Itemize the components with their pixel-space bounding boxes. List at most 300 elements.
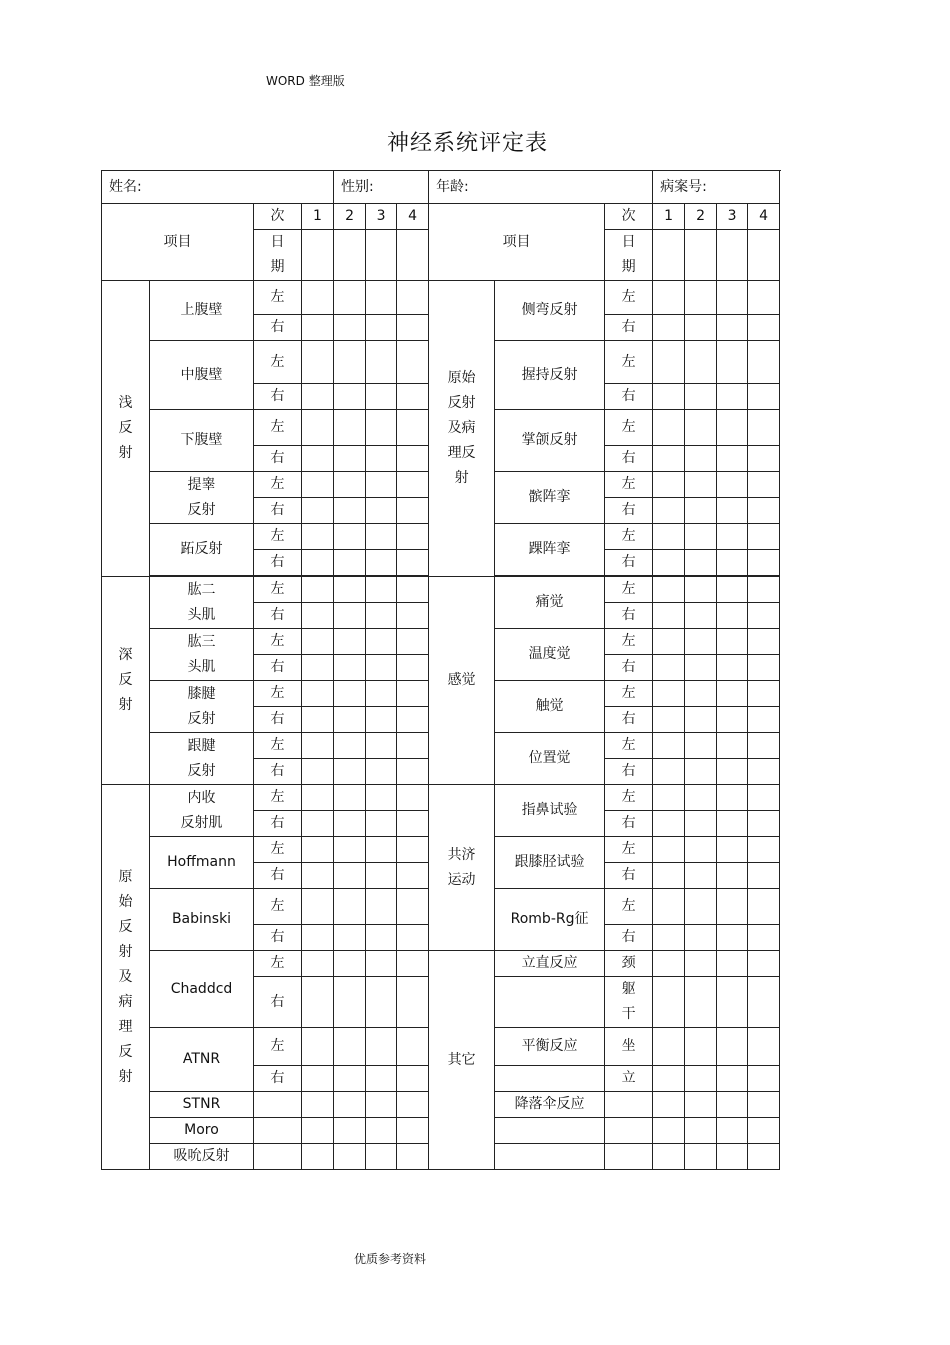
score-cell[interactable] (748, 446, 780, 472)
score-cell[interactable] (334, 1066, 366, 1092)
score-cell[interactable] (685, 733, 717, 759)
side-right: 右 (254, 384, 302, 410)
score-cell[interactable] (685, 472, 717, 498)
score-cell[interactable] (302, 733, 334, 759)
score-cell[interactable] (302, 837, 334, 863)
score-cell[interactable] (334, 410, 366, 446)
score-cell[interactable] (685, 785, 717, 811)
score-cell[interactable] (366, 655, 397, 681)
date-cell[interactable] (685, 230, 717, 281)
score-cell[interactable] (653, 384, 685, 410)
score-cell[interactable] (302, 925, 334, 951)
score-cell[interactable] (748, 1066, 780, 1092)
score-cell[interactable] (334, 759, 366, 785)
score-cell[interactable] (366, 472, 397, 498)
score-cell[interactable] (397, 951, 429, 977)
score-cell[interactable] (397, 655, 429, 681)
side-right: 右 (254, 550, 302, 576)
score-cell[interactable] (302, 384, 334, 410)
score-cell[interactable] (334, 951, 366, 977)
col-3-header-right: 3 (717, 204, 748, 230)
score-cell[interactable] (334, 629, 366, 655)
score-cell[interactable] (302, 759, 334, 785)
score-cell[interactable] (397, 811, 429, 837)
score-cell[interactable] (334, 733, 366, 759)
score-cell[interactable] (685, 1144, 717, 1170)
side-right: 右 (605, 498, 653, 524)
item-temperature-sense: 温度觉 (495, 629, 605, 681)
score-cell[interactable] (685, 410, 717, 446)
score-cell[interactable] (717, 681, 748, 707)
score-cell[interactable] (717, 384, 748, 410)
score-cell[interactable] (748, 681, 780, 707)
score-cell[interactable] (653, 681, 685, 707)
score-cell[interactable] (748, 315, 780, 341)
score-cell[interactable] (748, 384, 780, 410)
score-cell[interactable] (717, 925, 748, 951)
score-cell[interactable] (685, 1066, 717, 1092)
item-babinski: Babinski (150, 889, 254, 951)
score-cell[interactable] (653, 603, 685, 629)
item-hoffmann: Hoffmann (150, 837, 254, 889)
score-cell[interactable] (685, 629, 717, 655)
side-left: 左 (605, 889, 653, 925)
score-cell[interactable] (748, 951, 780, 977)
score-cell[interactable] (653, 472, 685, 498)
score-cell[interactable] (653, 1144, 685, 1170)
score-cell[interactable] (748, 1028, 780, 1066)
score-cell[interactable] (717, 1092, 748, 1118)
score-cell[interactable] (653, 524, 685, 550)
score-cell[interactable] (717, 629, 748, 655)
score-cell[interactable] (366, 681, 397, 707)
score-cell[interactable] (397, 341, 429, 384)
score-cell[interactable] (653, 629, 685, 655)
score-cell[interactable] (334, 1144, 366, 1170)
score-cell[interactable] (748, 925, 780, 951)
date-cell[interactable] (334, 230, 366, 281)
score-cell[interactable] (334, 785, 366, 811)
score-cell[interactable] (685, 577, 717, 603)
score-cell[interactable] (397, 315, 429, 341)
item-lateral-flexion-reflex: 侧弯反射 (495, 281, 605, 341)
score-cell[interactable] (397, 577, 429, 603)
score-cell[interactable] (366, 1066, 397, 1092)
score-cell[interactable] (302, 550, 334, 576)
score-cell[interactable] (397, 1092, 429, 1118)
score-cell[interactable] (653, 951, 685, 977)
score-cell[interactable] (717, 410, 748, 446)
score-cell[interactable] (366, 384, 397, 410)
score-cell[interactable] (685, 603, 717, 629)
score-cell[interactable] (397, 733, 429, 759)
score-cell[interactable] (717, 759, 748, 785)
score-cell[interactable] (397, 889, 429, 925)
score-cell[interactable] (366, 759, 397, 785)
side-left: 左 (605, 733, 653, 759)
group-coordination: 共济 运动 (429, 785, 495, 951)
score-cell[interactable] (302, 446, 334, 472)
score-cell[interactable] (717, 446, 748, 472)
score-cell[interactable] (653, 811, 685, 837)
score-cell[interactable] (717, 281, 748, 315)
score-cell[interactable] (685, 498, 717, 524)
col-4-header-right: 4 (748, 204, 780, 230)
sex-field[interactable]: 性别: (334, 171, 429, 204)
score-cell[interactable] (397, 1144, 429, 1170)
score-cell[interactable] (748, 603, 780, 629)
score-cell[interactable] (302, 1028, 334, 1066)
score-cell[interactable] (397, 472, 429, 498)
score-cell[interactable] (334, 524, 366, 550)
score-cell[interactable] (302, 1118, 334, 1144)
score-cell[interactable] (748, 1144, 780, 1170)
score-cell[interactable] (653, 550, 685, 576)
score-cell[interactable] (334, 341, 366, 384)
sub-neck: 颈 (605, 951, 653, 977)
side-left: 左 (605, 785, 653, 811)
score-cell[interactable] (397, 384, 429, 410)
score-cell[interactable] (748, 472, 780, 498)
score-cell[interactable] (366, 410, 397, 446)
side-left: 左 (254, 1028, 302, 1066)
score-cell[interactable] (653, 446, 685, 472)
case-number-field[interactable]: 病案号: (653, 171, 780, 204)
score-cell[interactable] (302, 524, 334, 550)
score-cell[interactable] (748, 811, 780, 837)
header-note: WORD 整理版 (266, 74, 345, 88)
score-cell[interactable] (397, 629, 429, 655)
side-right: 右 (605, 315, 653, 341)
score-cell[interactable] (717, 837, 748, 863)
date-cell[interactable] (653, 230, 685, 281)
score-cell[interactable] (717, 863, 748, 889)
score-cell[interactable] (302, 707, 334, 733)
score-cell[interactable] (748, 759, 780, 785)
score-cell[interactable] (366, 1028, 397, 1066)
score-cell[interactable] (302, 977, 334, 1028)
score-cell[interactable] (366, 281, 397, 315)
score-cell[interactable] (653, 759, 685, 785)
side-blank (254, 1118, 302, 1144)
score-cell[interactable] (717, 1144, 748, 1170)
score-cell[interactable] (334, 315, 366, 341)
score-cell[interactable] (334, 446, 366, 472)
score-cell[interactable] (748, 655, 780, 681)
score-cell[interactable] (302, 863, 334, 889)
score-cell[interactable] (334, 472, 366, 498)
score-cell[interactable] (397, 446, 429, 472)
score-cell[interactable] (653, 925, 685, 951)
score-cell[interactable] (366, 733, 397, 759)
score-cell[interactable] (366, 837, 397, 863)
score-cell[interactable] (685, 315, 717, 341)
score-cell[interactable] (685, 811, 717, 837)
item-biceps-reflex: 肱二 头肌 (150, 577, 254, 629)
group-deep-reflex: 深 反 射 (102, 577, 150, 785)
score-cell[interactable] (397, 759, 429, 785)
score-cell[interactable] (685, 524, 717, 550)
score-cell[interactable] (653, 1028, 685, 1066)
score-cell[interactable] (397, 1028, 429, 1066)
score-cell[interactable] (685, 863, 717, 889)
score-cell[interactable] (334, 550, 366, 576)
score-cell[interactable] (302, 951, 334, 977)
score-cell[interactable] (334, 1028, 366, 1066)
group-shallow-reflex: 浅 反 射 (102, 281, 150, 577)
score-cell[interactable] (653, 341, 685, 384)
score-cell[interactable] (334, 1092, 366, 1118)
score-cell[interactable] (334, 281, 366, 315)
score-cell[interactable] (685, 681, 717, 707)
score-cell[interactable] (397, 410, 429, 446)
col-2-header-left: 2 (334, 204, 366, 230)
score-cell[interactable] (653, 785, 685, 811)
score-cell[interactable] (717, 498, 748, 524)
score-cell[interactable] (748, 837, 780, 863)
score-cell[interactable] (397, 550, 429, 576)
score-cell[interactable] (748, 1118, 780, 1144)
score-cell[interactable] (653, 1118, 685, 1144)
score-cell[interactable] (653, 977, 685, 1028)
side-left: 左 (254, 472, 302, 498)
col-4-header-left: 4 (397, 204, 429, 230)
score-cell[interactable] (334, 384, 366, 410)
score-cell[interactable] (366, 341, 397, 384)
score-cell[interactable] (653, 410, 685, 446)
score-cell[interactable] (334, 837, 366, 863)
score-cell[interactable] (366, 951, 397, 977)
score-cell[interactable] (685, 707, 717, 733)
score-cell[interactable] (717, 655, 748, 681)
score-cell[interactable] (397, 925, 429, 951)
item-pain-sense: 痛觉 (495, 577, 605, 629)
score-cell[interactable] (334, 603, 366, 629)
score-cell[interactable] (748, 550, 780, 576)
score-cell[interactable] (717, 603, 748, 629)
score-cell[interactable] (334, 655, 366, 681)
score-cell[interactable] (366, 785, 397, 811)
score-cell[interactable] (717, 472, 748, 498)
score-cell[interactable] (366, 1092, 397, 1118)
score-cell[interactable] (334, 707, 366, 733)
score-cell[interactable] (366, 315, 397, 341)
score-cell[interactable] (653, 315, 685, 341)
score-cell[interactable] (717, 1066, 748, 1092)
score-cell[interactable] (717, 315, 748, 341)
score-cell[interactable] (653, 577, 685, 603)
score-cell[interactable] (302, 498, 334, 524)
score-cell[interactable] (302, 577, 334, 603)
score-cell[interactable] (334, 977, 366, 1028)
item-patellar-clonus: 髌阵挛 (495, 472, 605, 524)
score-cell[interactable] (302, 315, 334, 341)
score-cell[interactable] (397, 837, 429, 863)
date-cell[interactable] (366, 230, 397, 281)
score-cell[interactable] (685, 446, 717, 472)
score-cell[interactable] (685, 759, 717, 785)
side-left: 左 (254, 837, 302, 863)
score-cell[interactable] (748, 889, 780, 925)
score-cell[interactable] (334, 863, 366, 889)
score-cell[interactable] (653, 889, 685, 925)
score-cell[interactable] (717, 577, 748, 603)
score-cell[interactable] (366, 863, 397, 889)
score-cell[interactable] (653, 281, 685, 315)
side-blank (605, 1092, 653, 1118)
score-cell[interactable] (717, 1028, 748, 1066)
score-cell[interactable] (717, 785, 748, 811)
score-cell[interactable] (653, 1092, 685, 1118)
score-cell[interactable] (302, 629, 334, 655)
score-cell[interactable] (302, 472, 334, 498)
score-cell[interactable] (366, 707, 397, 733)
side-right: 右 (605, 655, 653, 681)
score-cell[interactable] (397, 681, 429, 707)
score-cell[interactable] (397, 498, 429, 524)
score-cell[interactable] (366, 603, 397, 629)
side-right: 右 (254, 315, 302, 341)
score-cell[interactable] (366, 550, 397, 576)
score-cell[interactable] (334, 577, 366, 603)
score-cell[interactable] (748, 410, 780, 446)
score-cell[interactable] (717, 977, 748, 1028)
score-cell[interactable] (748, 707, 780, 733)
score-cell[interactable] (717, 341, 748, 384)
score-cell[interactable] (397, 785, 429, 811)
score-cell[interactable] (302, 281, 334, 315)
score-cell[interactable] (653, 863, 685, 889)
score-cell[interactable] (685, 889, 717, 925)
date-cell[interactable] (748, 230, 780, 281)
score-cell[interactable] (366, 577, 397, 603)
score-cell[interactable] (334, 681, 366, 707)
side-left: 左 (605, 577, 653, 603)
score-cell[interactable] (302, 603, 334, 629)
score-cell[interactable] (748, 524, 780, 550)
score-cell[interactable] (302, 341, 334, 384)
score-cell[interactable] (366, 498, 397, 524)
score-cell[interactable] (685, 384, 717, 410)
age-field[interactable]: 年龄: (429, 171, 653, 204)
score-cell[interactable] (717, 1118, 748, 1144)
score-cell[interactable] (366, 811, 397, 837)
score-cell[interactable] (334, 498, 366, 524)
score-cell[interactable] (366, 925, 397, 951)
score-cell[interactable] (717, 550, 748, 576)
score-cell[interactable] (366, 1144, 397, 1170)
side-right: 右 (254, 925, 302, 951)
side-right: 右 (605, 863, 653, 889)
score-cell[interactable] (717, 889, 748, 925)
score-cell[interactable] (748, 733, 780, 759)
score-cell[interactable] (302, 1092, 334, 1118)
score-cell[interactable] (653, 1066, 685, 1092)
score-cell[interactable] (397, 977, 429, 1028)
score-cell[interactable] (334, 811, 366, 837)
score-cell[interactable] (685, 1028, 717, 1066)
score-cell[interactable] (685, 550, 717, 576)
score-cell[interactable] (397, 863, 429, 889)
score-cell[interactable] (748, 281, 780, 315)
score-cell[interactable] (397, 524, 429, 550)
item-romberg-sign: Romb-Rg征 (495, 889, 605, 951)
score-cell[interactable] (685, 837, 717, 863)
score-cell[interactable] (685, 977, 717, 1028)
score-cell[interactable] (302, 655, 334, 681)
date-cell[interactable] (397, 230, 429, 281)
score-cell[interactable] (397, 1066, 429, 1092)
score-cell[interactable] (685, 655, 717, 681)
score-cell[interactable] (397, 603, 429, 629)
score-cell[interactable] (302, 1066, 334, 1092)
score-cell[interactable] (653, 837, 685, 863)
score-cell[interactable] (717, 951, 748, 977)
score-cell[interactable] (653, 655, 685, 681)
score-cell[interactable] (748, 863, 780, 889)
score-cell[interactable] (717, 524, 748, 550)
score-cell[interactable] (302, 410, 334, 446)
score-cell[interactable] (366, 629, 397, 655)
score-cell[interactable] (302, 785, 334, 811)
score-cell[interactable] (748, 977, 780, 1028)
score-cell[interactable] (302, 889, 334, 925)
date-cell[interactable] (302, 230, 334, 281)
side-left: 左 (254, 951, 302, 977)
score-cell[interactable] (366, 1118, 397, 1144)
score-cell[interactable] (748, 785, 780, 811)
name-field[interactable]: 姓名: (102, 171, 334, 204)
score-cell[interactable] (717, 707, 748, 733)
score-cell[interactable] (397, 707, 429, 733)
score-cell[interactable] (302, 811, 334, 837)
score-cell[interactable] (653, 707, 685, 733)
score-cell[interactable] (685, 341, 717, 384)
score-cell[interactable] (334, 925, 366, 951)
score-cell[interactable] (685, 925, 717, 951)
score-cell[interactable] (334, 1118, 366, 1144)
score-cell[interactable] (366, 977, 397, 1028)
sub-standing: 立 (605, 1066, 653, 1092)
score-cell[interactable] (397, 1118, 429, 1144)
score-cell[interactable] (748, 629, 780, 655)
score-cell[interactable] (302, 1144, 334, 1170)
score-cell[interactable] (302, 681, 334, 707)
score-cell[interactable] (748, 341, 780, 384)
score-cell[interactable] (366, 446, 397, 472)
score-cell[interactable] (717, 811, 748, 837)
score-cell[interactable] (748, 577, 780, 603)
score-cell[interactable] (366, 889, 397, 925)
item-position-sense: 位置觉 (495, 733, 605, 785)
score-cell[interactable] (685, 1092, 717, 1118)
side-right: 右 (254, 655, 302, 681)
score-cell[interactable] (685, 1118, 717, 1144)
score-cell[interactable] (366, 524, 397, 550)
date-cell[interactable] (717, 230, 748, 281)
score-cell[interactable] (397, 281, 429, 315)
score-cell[interactable] (653, 498, 685, 524)
score-cell[interactable] (685, 281, 717, 315)
score-cell[interactable] (334, 889, 366, 925)
score-cell[interactable] (717, 733, 748, 759)
score-cell[interactable] (748, 498, 780, 524)
score-cell[interactable] (685, 951, 717, 977)
score-cell[interactable] (653, 733, 685, 759)
score-cell[interactable] (748, 1092, 780, 1118)
item-chaddock: Chaddcd (150, 951, 254, 1028)
side-right: 右 (605, 384, 653, 410)
